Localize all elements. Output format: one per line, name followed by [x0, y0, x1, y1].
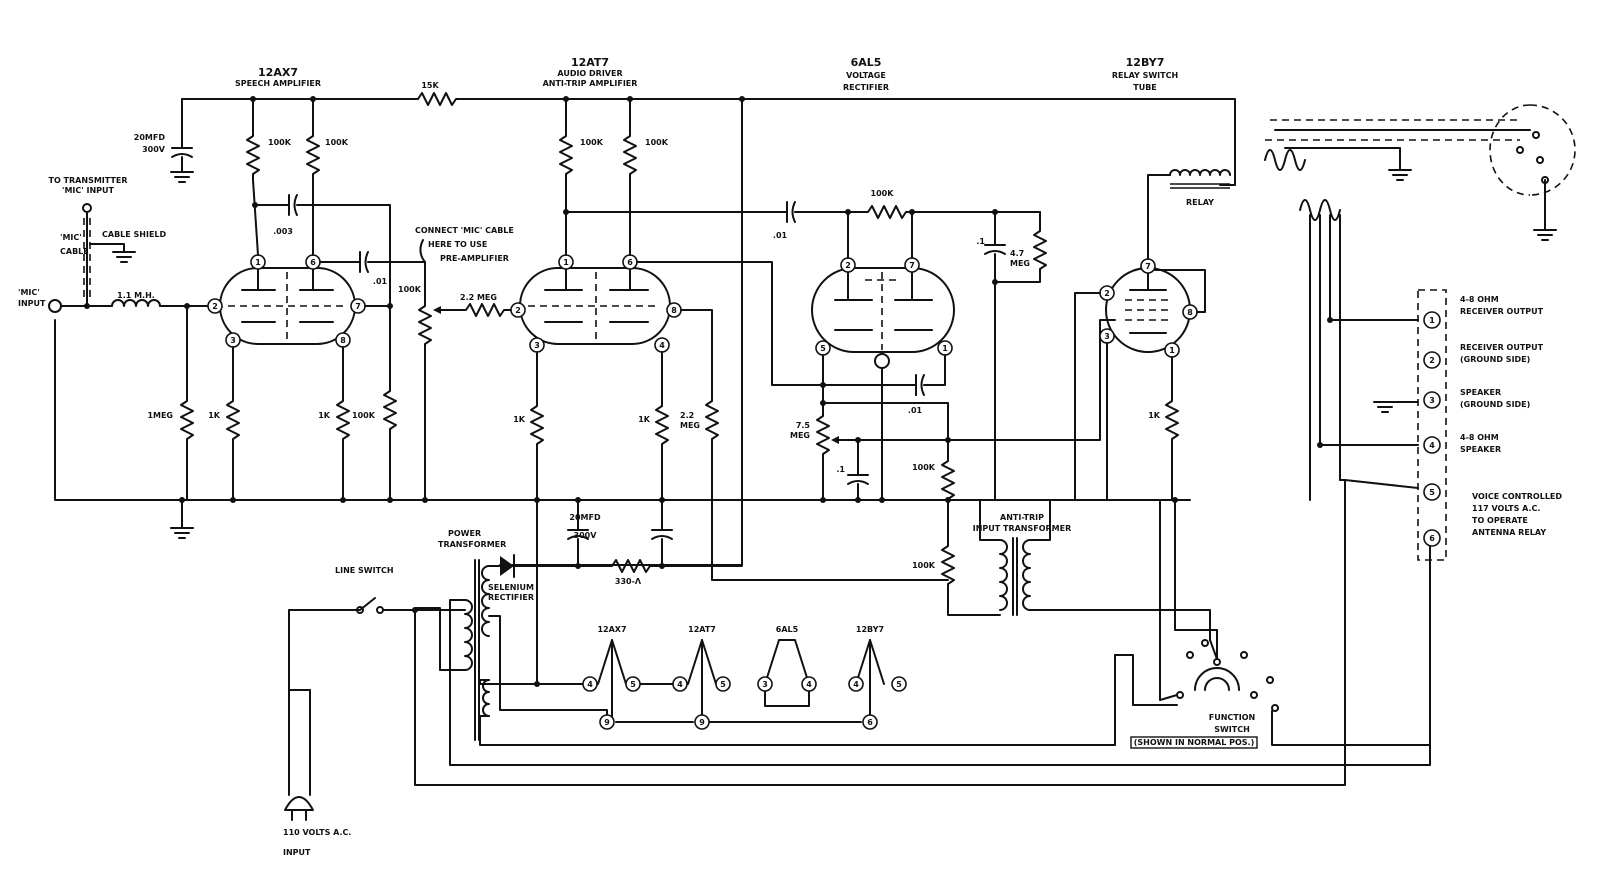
- capacitor-20mfd-a: [172, 148, 192, 157]
- label-300v-b: 300V: [573, 531, 597, 540]
- label-1k-2: 1K: [318, 411, 330, 420]
- pin-label: 7: [909, 261, 915, 270]
- tube-title-v3: [843, 56, 889, 92]
- pin-label: 1: [942, 344, 948, 353]
- label-100k-5: 100K: [352, 411, 375, 420]
- label-100k-1: 100K: [268, 138, 291, 147]
- pin-label: 2: [845, 261, 851, 270]
- label-100k-8: 100K: [912, 561, 935, 570]
- terminal-4-label-1: 4-8 OHM: [1460, 433, 1499, 442]
- label-330: 330-Λ: [614, 577, 642, 586]
- heater-label-12at7: 12AT7: [688, 625, 716, 634]
- terminal-number: 2: [1429, 356, 1435, 365]
- label-300v-a: 300V: [142, 145, 165, 154]
- label-1meg: 1MEG: [147, 411, 173, 420]
- pin-label: 6: [867, 718, 873, 727]
- pin-label: 6: [310, 258, 316, 267]
- pin-label: 3: [762, 680, 768, 689]
- terminal-number: 6: [1429, 534, 1435, 543]
- capacitor-01c: [916, 375, 924, 395]
- heater-label-12by7: 12BY7: [855, 625, 885, 634]
- heater-label-12ax7: 12AX7: [597, 625, 627, 634]
- capacitor-1b: [848, 475, 868, 484]
- label-4-7meg-b: MEG: [1010, 259, 1030, 268]
- pin-label: 2: [515, 306, 521, 315]
- terminals: [1424, 312, 1440, 546]
- tube-title-v4: [1112, 56, 1178, 92]
- capacitor-01a: [360, 252, 368, 272]
- svg-text:RELAY SWITCH: RELAY SWITCH: [1111, 71, 1179, 80]
- resistor-15k: [412, 93, 462, 105]
- svg-text:ANTI-TRIP AMPLIFIER: ANTI-TRIP AMPLIFIER: [542, 79, 638, 88]
- label-connect-1: CONNECT 'MIC' CABLE: [415, 226, 514, 235]
- resistor-2-2meg-1: [460, 304, 510, 316]
- pot-7-5meg: [817, 410, 829, 460]
- terminal-number: 3: [1429, 396, 1435, 405]
- label-voice-1: VOICE CONTROLLED: [1472, 492, 1563, 501]
- gain-pot-100k: [419, 240, 518, 500]
- pin-label: 4: [659, 341, 665, 350]
- tube-v4-12by7: [1106, 268, 1190, 352]
- label-function-2: SWITCH: [1214, 725, 1250, 734]
- svg-text:TUBE: TUBE: [1133, 83, 1157, 92]
- resistor-4-7meg: [1034, 225, 1046, 275]
- label-ac-in-1: 110 VOLTS A.C.: [283, 828, 352, 837]
- capacitor-1a: [985, 245, 1005, 254]
- resistor-100k-5: [384, 385, 396, 435]
- pin-label: 1: [563, 258, 569, 267]
- terminal-1-label-1: 4-8 OHM: [1460, 295, 1499, 304]
- terminal-strip: [1374, 290, 1446, 560]
- label-function-note: (SHOWN IN NORMAL POS.): [1133, 738, 1255, 747]
- relay-coil: [1170, 170, 1230, 175]
- pin-label: 8: [671, 306, 677, 315]
- label-100k-7: 100K: [912, 463, 935, 472]
- resistor-1k-2: [337, 395, 349, 445]
- pin-label: 4: [677, 680, 683, 689]
- pin-label: 8: [340, 336, 346, 345]
- svg-text:SPEECH AMPLIFIER: SPEECH AMPLIFIER: [234, 79, 322, 88]
- label-20mfd-a: 20MFD: [133, 133, 165, 142]
- label-mic-cable-2: CABLE: [60, 247, 89, 256]
- label-power-tx-1: POWER: [448, 529, 482, 538]
- label-mic-cable-1: 'MIC': [60, 233, 82, 242]
- label-anti-trip-2: INPUT TRANSFORMER: [972, 524, 1072, 533]
- label-1k-5: 1K: [1148, 411, 1160, 420]
- label-15k: 15K: [421, 81, 439, 90]
- tube-v4-pins: [1100, 259, 1197, 357]
- label-selenium-1: SELENIUM: [488, 583, 534, 592]
- resistor-100k-2: [307, 130, 319, 180]
- pin-label: 3: [534, 341, 540, 350]
- label-100k-2: 100K: [325, 138, 348, 147]
- pin-label: 9: [699, 718, 705, 727]
- label-voice-2: 117 VOLTS A.C.: [1472, 504, 1541, 513]
- terminal-number: 4: [1429, 441, 1435, 450]
- label-7-5meg-b: MEG: [790, 431, 810, 440]
- capacitor-01b: [787, 202, 795, 222]
- label-01c: .01: [907, 406, 923, 415]
- pin-label: 4: [806, 680, 812, 689]
- label-100k-pot: 100K: [398, 285, 421, 294]
- label-2-2meg-2b: MEG: [680, 421, 700, 430]
- terminal-1-label-2: RECEIVER OUTPUT: [1460, 307, 1544, 316]
- label-003: .003: [273, 227, 293, 236]
- selenium-rectifier: [500, 556, 514, 576]
- pin-label: 9: [604, 718, 610, 727]
- terminal-2-label-2: (GROUND SIDE): [1460, 355, 1531, 364]
- resistor-100k-4: [624, 130, 636, 180]
- resistor-1k-3: [531, 400, 543, 450]
- anti-trip-transformer: [942, 500, 1210, 640]
- label-1b: .1: [836, 465, 845, 474]
- pin-label: 5: [820, 344, 826, 353]
- resistor-1k-4: [656, 400, 668, 450]
- pin-label: 7: [1145, 262, 1151, 271]
- svg-text:VOLTAGE: VOLTAGE: [846, 71, 886, 80]
- heater-label-6al5: 6AL5: [775, 625, 799, 634]
- resistor-100k-6: [862, 206, 912, 218]
- label-choke: 1.1 M.H.: [117, 291, 155, 300]
- ground-rail: [55, 320, 1190, 538]
- terminal-number: 1: [1429, 316, 1435, 325]
- label-4-7meg-a: 4.7: [1010, 249, 1025, 258]
- tube-title-v2: [543, 56, 638, 88]
- label-connect-2: HERE TO USE: [428, 240, 488, 249]
- terminal-3-label-2: (GROUND SIDE): [1460, 400, 1531, 409]
- choke-1-1mh: [112, 300, 160, 306]
- pin-label: 5: [630, 680, 636, 689]
- resistor-2-2meg-2: [706, 395, 718, 445]
- pin-label: 5: [896, 680, 902, 689]
- terminal-3-label-1: SPEAKER: [1460, 388, 1502, 397]
- ac-plug-icon: [285, 797, 313, 810]
- svg-text:12BY7: 12BY7: [1125, 56, 1165, 69]
- terminal-number: 5: [1429, 488, 1435, 497]
- resistor-100k-8: [942, 540, 954, 590]
- label-2-2meg-2a: 2.2: [680, 411, 695, 420]
- label-20mfd-b: 20MFD: [569, 513, 601, 522]
- terminal-2-label-1: RECEIVER OUTPUT: [1460, 343, 1544, 352]
- label-anti-trip-1: ANTI-TRIP: [1000, 513, 1044, 522]
- label-01b: .01: [772, 231, 788, 240]
- label-power-tx-2: TRANSFORMER: [438, 540, 507, 549]
- label-7-5meg-a: 7.5: [795, 421, 810, 430]
- relay-contacts: [1265, 150, 1418, 500]
- label-1k-1: 1K: [208, 411, 220, 420]
- svg-text:12AX7: 12AX7: [258, 66, 298, 79]
- pin-label: 2: [1104, 289, 1110, 298]
- label-to-transmitter: TO TRANSMITTER: [48, 176, 128, 185]
- label-mic-input-1: 'MIC': [18, 288, 40, 297]
- label-2-2meg-1: 2.2 MEG: [460, 293, 497, 302]
- label-ac-in-2: INPUT: [283, 848, 311, 857]
- mic-input-jack: [49, 300, 215, 312]
- label-cable-shield: CABLE SHIELD: [102, 230, 167, 239]
- pin-label: 7: [355, 302, 361, 311]
- resistor-100k-1: [247, 130, 259, 180]
- label-mic-input-2: INPUT: [18, 299, 46, 308]
- label-function-1: FUNCTION: [1208, 713, 1256, 722]
- label-1k-4: 1K: [638, 415, 650, 424]
- resistor-1meg: [181, 395, 193, 445]
- tube-title-v1: [235, 66, 321, 88]
- svg-text:6AL5: 6AL5: [850, 56, 882, 69]
- capacitor-20mfd-b2: [652, 530, 672, 539]
- label-100k-6: 100K: [870, 189, 894, 198]
- resistor-1k-1: [227, 395, 239, 445]
- pin-label: 3: [1104, 332, 1110, 341]
- tube-v1-12ax7: [220, 262, 355, 344]
- label-line-switch: LINE SWITCH: [335, 566, 394, 575]
- pin-label: 1: [255, 258, 261, 267]
- label-100k-3: 100K: [580, 138, 603, 147]
- v2-wiring: [500, 99, 1040, 580]
- resistor-1k-5: [1166, 395, 1178, 445]
- pin-label: 4: [587, 680, 593, 689]
- label-100k-4: 100K: [645, 138, 668, 147]
- pin-label: 6: [627, 258, 633, 267]
- terminal-4-label-2: SPEAKER: [1460, 445, 1502, 454]
- connector-plug: [1265, 105, 1575, 240]
- pin-label: 2: [212, 302, 218, 311]
- tube-v3-6al5: [812, 265, 954, 368]
- label-connect-3: PRE-AMPLIFIER: [440, 254, 509, 263]
- svg-text:12AT7: 12AT7: [570, 56, 610, 69]
- v4-wiring: [1075, 170, 1230, 500]
- pin-label: 3: [230, 336, 236, 345]
- pin-label: 4: [853, 680, 859, 689]
- tube-v2-12at7: [520, 262, 670, 344]
- label-1a: .1: [976, 237, 985, 246]
- label-1k-3: 1K: [513, 415, 525, 424]
- pin-label: 8: [1187, 308, 1193, 317]
- label-voice-4: ANTENNA RELAY: [1472, 528, 1547, 537]
- resistor-100k-3: [560, 130, 572, 180]
- label-01a: .01: [372, 277, 388, 286]
- svg-text:AUDIO DRIVER: AUDIO DRIVER: [557, 69, 623, 78]
- capacitor-003: [289, 195, 297, 215]
- v3-wiring: [817, 212, 1115, 505]
- svg-text:RECTIFIER: RECTIFIER: [843, 83, 889, 92]
- label-selenium-2: RECTIFIER: [488, 593, 534, 602]
- pin-label: 5: [720, 680, 726, 689]
- label-voice-3: TO OPERATE: [1472, 516, 1528, 525]
- pin-label: 1: [1169, 346, 1175, 355]
- label-relay: RELAY: [1186, 198, 1214, 207]
- function-switch: [1115, 500, 1430, 745]
- label-mic-input-top: 'MIC' INPUT: [62, 186, 114, 195]
